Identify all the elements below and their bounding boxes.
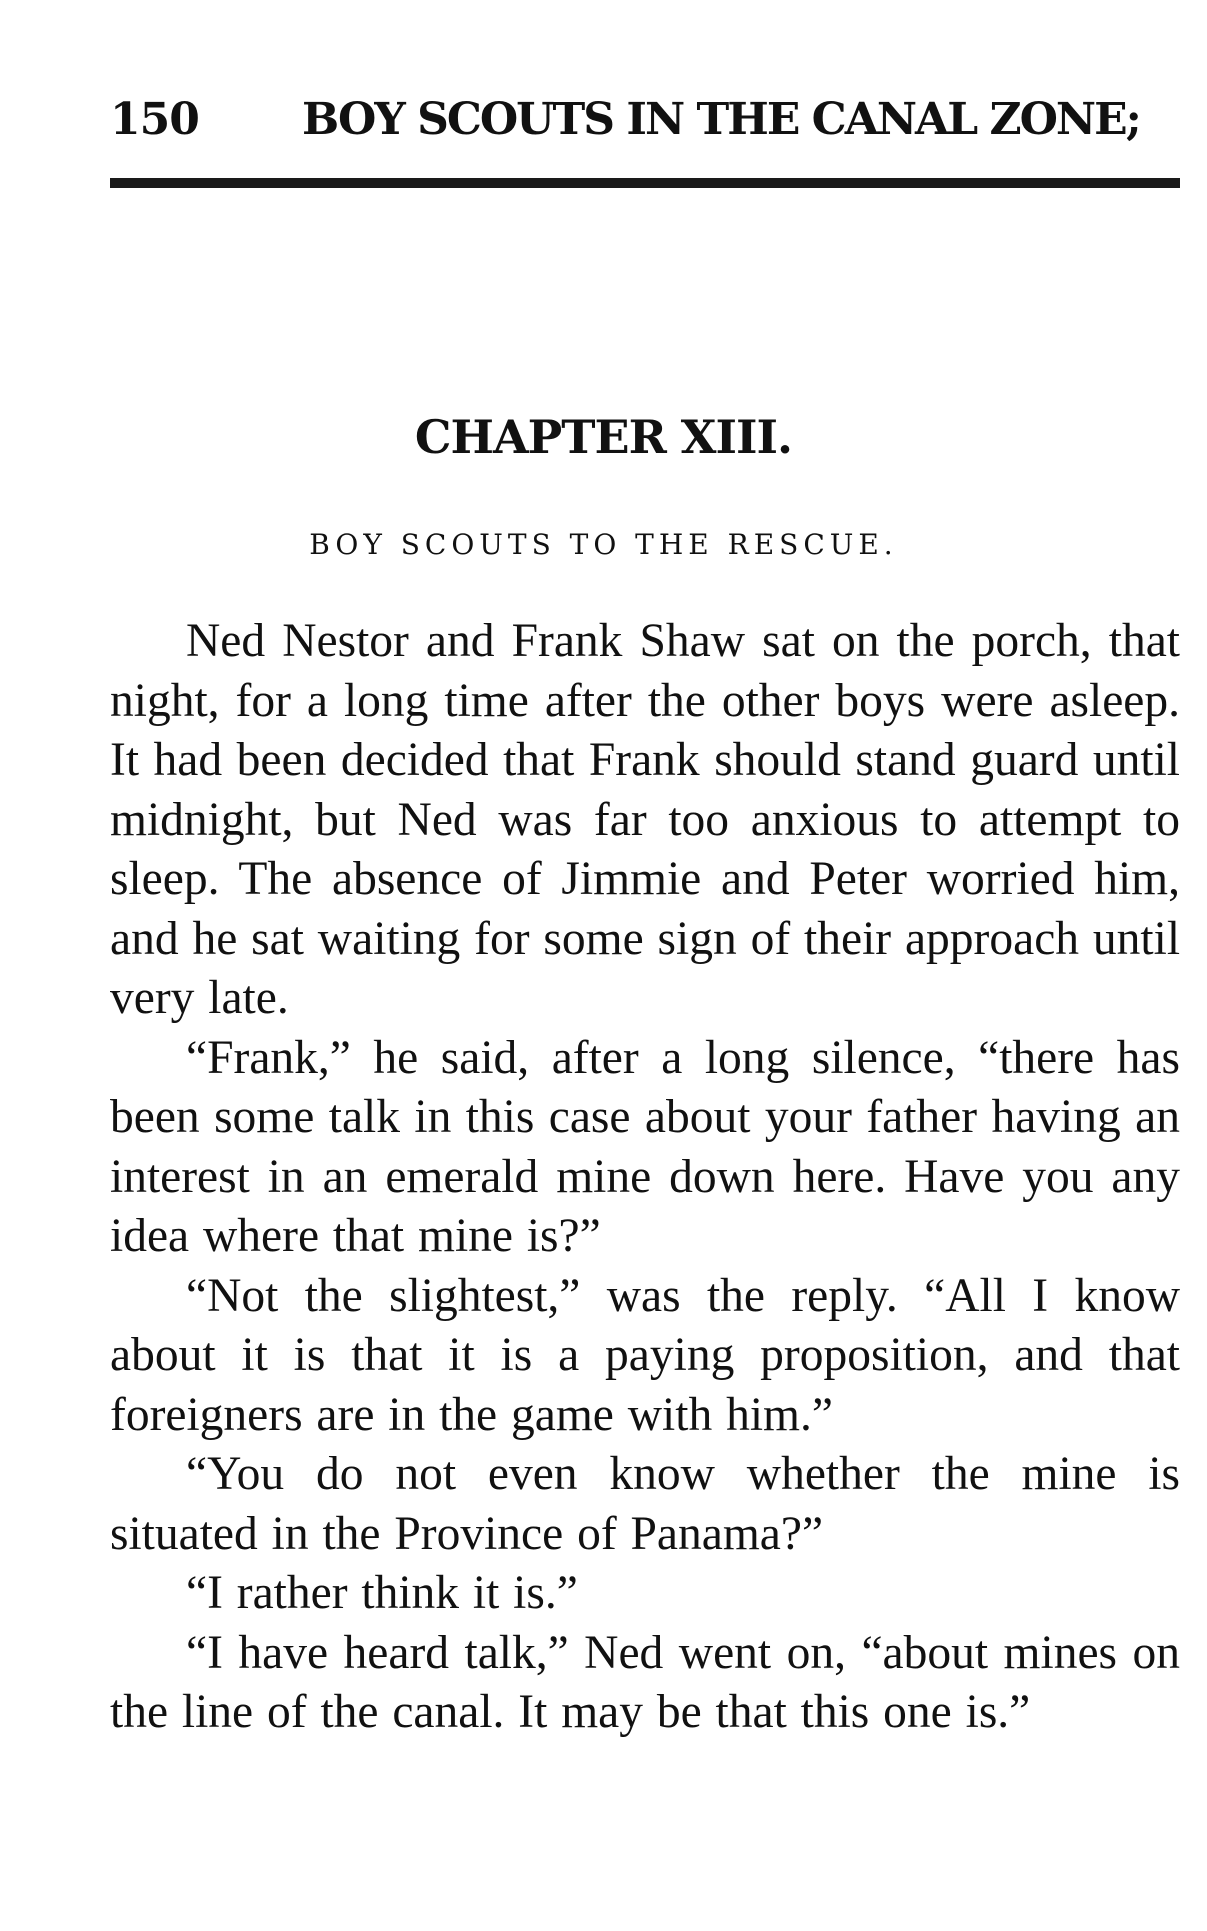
chapter-heading: CHAPTER XIII. xyxy=(414,410,793,464)
chapter-subtitle: BOY SCOUTS TO THE RESCUE. xyxy=(309,528,898,561)
paragraph: “I rather think it is.” xyxy=(186,1567,578,1619)
header-rule xyxy=(110,178,1180,188)
paragraph: “Not the slightest,” was the reply. “All I know about it is that it is a paying proposition, and that foreigners are in the game with him.” xyxy=(110,1269,1180,1441)
running-head xyxy=(110,94,1180,154)
page-number: 150 xyxy=(110,94,199,145)
body-text xyxy=(110,612,1180,1743)
paragraph: “You do not even know whether the mine is situated in the Province of Panama?” xyxy=(110,1448,1180,1560)
running-title: BOY SCOUTS IN THE CANAL ZONE; xyxy=(302,94,1140,145)
paragraph: Ned Nestor and Frank Shaw sat on the porch, that night, for a long time after the other boys were asleep. It had been decided that Frank should stand guard until midnight, but Ned was far too anxious to attempt to sleep. The absence of Jimmie and Peter worried him, and he sat waiting for some sign of their approach until very late. xyxy=(110,615,1181,1024)
paragraph: “Frank,” he said, after a long silence, “there has been some talk in this case about your father having an interest in an emerald mine down here. Have you any idea where that mine is?” xyxy=(110,1031,1180,1262)
paragraph: “I have heard talk,” Ned went on, “about mines on the line of the canal. It may be that this one is.” xyxy=(110,1626,1180,1738)
